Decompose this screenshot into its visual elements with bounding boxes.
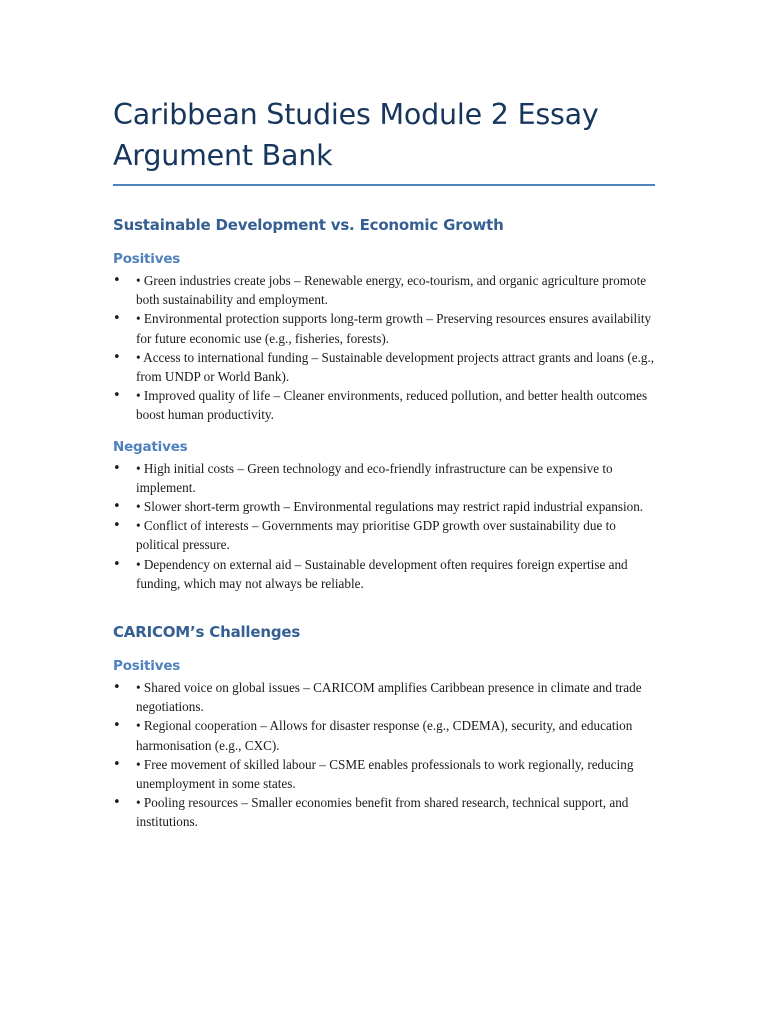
bullet-icon: •: [113, 518, 121, 534]
list-item-text: • Dependency on external aid – Sustainable development often requires foreign expertise and funding, which may not always be reliable.: [136, 556, 628, 591]
bullet-icon: •: [113, 795, 121, 811]
list-item: [113, 516, 655, 554]
bullet-icon: •: [113, 556, 121, 572]
document-page: [113, 94, 655, 832]
list-item: [113, 716, 655, 754]
bullet-icon: •: [113, 388, 121, 404]
list-item: [113, 386, 655, 424]
list-item-text: • Shared voice on global issues – CARICOM amplifies Caribbean presence in climate and trade negotiations.: [136, 680, 642, 715]
section-heading-sustainable-development: Sustainable Development vs. Economic Growth: [113, 216, 504, 234]
list-item: [113, 459, 655, 497]
list-item: [113, 555, 655, 593]
bullet-icon: •: [113, 349, 121, 365]
list-item: [113, 678, 655, 716]
subheading-positives: Positives: [113, 251, 181, 267]
list-item-text: • Green industries create jobs – Renewable energy, eco-tourism, and organic agriculture promote both sustainability and employment.: [136, 273, 647, 308]
bullet-icon: •: [113, 311, 121, 327]
bullet-icon: •: [113, 460, 121, 476]
list-item-text: • Free movement of skilled labour – CSME enables professionals to work regionally, reducing unemployment in some states.: [136, 756, 634, 792]
list-item: [113, 793, 655, 831]
positives-list: [113, 271, 655, 425]
subheading-negatives: Negatives: [113, 438, 188, 455]
list-item-text: • Slower short-term growth – Environmental regulations may restrict rapid industrial expansion.: [136, 499, 644, 515]
section-heading-caricom-challenges: CARICOM’s Challenges: [113, 623, 301, 642]
list-item-text: • Pooling resources – Smaller economies benefit from shared research, technical support, and institutions.: [136, 795, 629, 830]
list-item: [113, 497, 655, 516]
list-item-text: • High initial costs – Green technology and eco-friendly infrastructure can be expensive to implement.: [136, 460, 613, 495]
list-item-text: • Environmental protection supports long-term growth – Preserving resources ensures availability for future economic use (e.g., fisheries, forests).: [136, 311, 652, 346]
list-item-text: • Access to international funding – Sustainable development projects attract grants and loans (e.g., from UNDP or World Bank).: [136, 349, 655, 385]
bullet-icon: •: [113, 756, 121, 772]
bullet-icon: •: [113, 680, 121, 696]
list-item-text: • Conflict of interests – Governments may prioritise GDP growth over sustainability due to political pressure.: [136, 518, 616, 553]
positives-list: [113, 678, 655, 832]
negatives-list: [113, 459, 655, 593]
title-underline-divider: [113, 184, 655, 186]
bullet-icon: •: [113, 499, 121, 515]
list-item-text: • Improved quality of life – Cleaner environments, reduced pollution, and better health outcomes boost human productivity.: [136, 388, 648, 423]
list-item: [113, 309, 655, 347]
list-item: [113, 271, 655, 309]
bullet-icon: •: [113, 718, 121, 734]
list-item-text: • Regional cooperation – Allows for disaster response (e.g., CDEMA), security, and education harmonisation (e.g., CXC).: [136, 718, 633, 753]
document-title: Caribbean Studies Module 2 Essay Argument Bank: [113, 98, 599, 172]
bullet-icon: •: [113, 273, 121, 288]
subheading-positives: Positives: [113, 658, 181, 675]
list-item: [113, 755, 655, 793]
list-item: [113, 348, 655, 386]
